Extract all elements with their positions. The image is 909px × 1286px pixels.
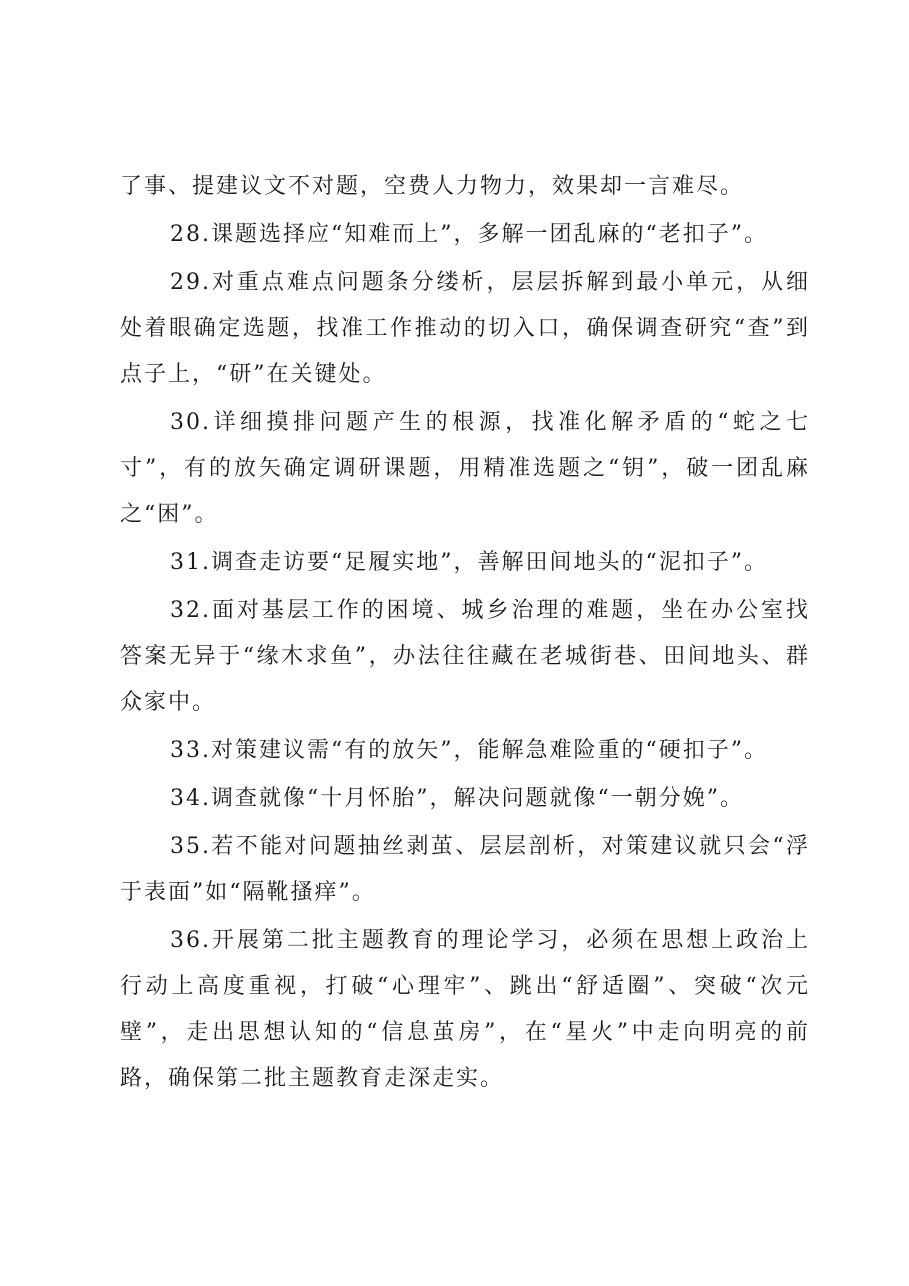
paragraph-28: 28.课题选择应“知难而上”，多解一团乱麻的“老扣子”。 — [170, 222, 768, 247]
paragraph-36: 36.开展第二批主题教育的理论学习，必须在思想上政治上行动上高度重视，打破“心理牢”、跳出“舒适圈”、突破“次元壁”，走出思想认知的“信息茧房”，在“星火”中走向明亮的前路，确保第二批主题教育走深走实。 — [120, 928, 810, 1091]
paragraph-32: 32.面对基层工作的困境、城乡治理的难题，坐在办公室找答案无异于“缘木求鱼”，办法往往藏在老城街巷、田间地头、群众家中。 — [120, 598, 810, 715]
paragraph-34: 34.调查就像“十月怀胎”，解决问题就像“一朝分娩”。 — [170, 786, 744, 811]
paragraph-29: 29.对重点难点问题条分缕析，层层拆解到最小单元，从细处着眼确定选题，找准工作推动的切入口，确保调查研究“查”到点子上，“研”在关键处。 — [120, 270, 810, 387]
paragraph-continuation: 了事、提建议文不对题，空费人力物力，效果却一言难尽。 — [120, 174, 745, 199]
paragraph-31: 31.调查走访要“足履实地”，善解田间地头的“泥扣子”。 — [170, 550, 768, 575]
paragraph-33: 33.对策建议需“有的放矢”，能解急难险重的“硬扣子”。 — [170, 738, 768, 763]
document-page — [120, 164, 810, 1104]
paragraph-35: 35.若不能对问题抽丝剥茧、层层剖析，对策建议就只会“浮于表面”如“隔靴搔痒”。 — [120, 834, 810, 905]
paragraph-30: 30.详细摸排问题产生的根源，找准化解矛盾的“蛇之七寸”，有的放矢确定调研课题，用精准选题之“钥”，破一团乱麻之“困”。 — [120, 410, 810, 527]
